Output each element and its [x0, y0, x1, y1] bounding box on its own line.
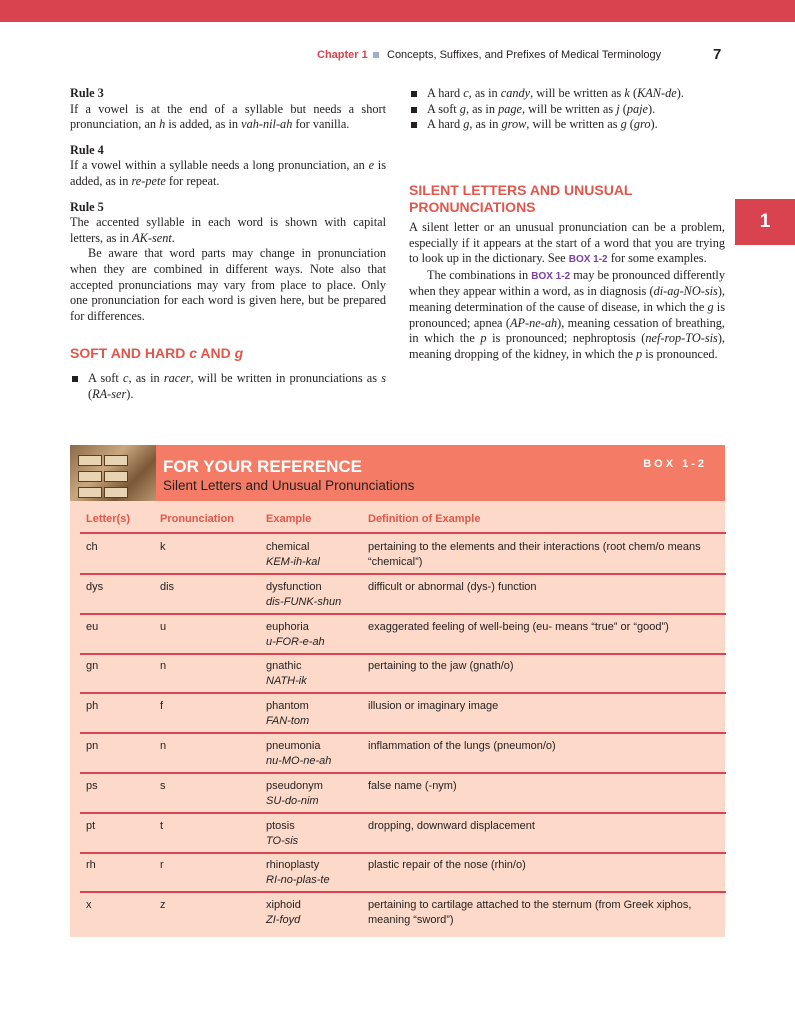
row-divider: [80, 573, 726, 575]
example-word: xiphoid: [266, 899, 301, 912]
rule-4-heading: Rule 4: [70, 142, 104, 157]
cell-definition: exaggerated feeling of well-being (eu- means “true” or “good”): [368, 620, 669, 633]
cell-pronunciation: s: [160, 779, 166, 792]
example-pronunciation: RI-no-plas-te: [266, 874, 330, 887]
example-pronunciation: NATH-ik: [266, 675, 307, 688]
soft-hard-section: [70, 345, 386, 402]
column-header-pronunciation: Pronunciation: [160, 513, 234, 525]
cell-letters: ps: [86, 779, 98, 792]
cell-example: [266, 819, 366, 849]
reference-box-title: FOR YOUR REFERENCE: [163, 457, 362, 476]
example-word: pseudonym: [266, 779, 323, 792]
chapter-label: Chapter 1: [317, 49, 368, 61]
row-divider: [80, 852, 726, 854]
example-word: dysfunction: [266, 580, 322, 593]
example-word: pneumonia: [266, 740, 321, 752]
row-divider: [80, 732, 726, 734]
row-divider: [80, 891, 726, 893]
chapter-title: Concepts, Suffixes, and Prefixes of Medical Terminology: [387, 49, 662, 61]
row-divider: [80, 613, 726, 615]
row-divider: [80, 692, 726, 694]
rule-3-text: If a vowel is at the end of a syllable but needs a short pronunciation, an h is added, as in vah-nil-ah for vanilla.: [70, 101, 386, 132]
cell-letters: ph: [86, 700, 99, 713]
row-divider: [80, 812, 726, 814]
cell-letters: x: [86, 899, 92, 912]
column-header-letters: Letter(s): [86, 513, 131, 525]
cell-pronunciation: k: [160, 541, 166, 553]
cell-pronunciation: u: [160, 620, 167, 633]
cell-definition: false name (-nym): [368, 779, 457, 792]
rule-5-text: The accented syllable in each word is shown with capital letters, as in AK-sent.: [70, 215, 386, 245]
row-divider: [80, 772, 726, 774]
example-word: phantom: [266, 700, 309, 713]
box-1-2-link[interactable]: BOX 1-2: [568, 254, 608, 266]
cell-example: [266, 659, 366, 689]
cell-definition: pertaining to the jaw (gnath/o): [368, 660, 514, 673]
cell-pronunciation: t: [160, 819, 164, 832]
silent-letters-paragraph-2: The combinations in BOX 1-2 may be pronounced differently when they appear within a word, as in diagnosis (di-ag-NO-sis), meaning determination of the cause of disease, in which the g is pronounced; apnea (AP-ne-ah), meaning cessation of breathing, in which the p is pronounced; nephroptosis (nef-rop-TO-sis), meaning dropping of the kidney, in which the p is pronounced.: [409, 267, 726, 361]
cell-definition: pertaining to the elements and their interactions (root chem/o means “chemical”): [368, 541, 701, 568]
cell-letters: rh: [86, 859, 96, 872]
page-number: 7: [713, 46, 722, 63]
example-pronunciation: SU-do-nim: [266, 794, 319, 807]
example-pronunciation: KEM-ih-kal: [266, 556, 320, 568]
cell-letters: pn: [86, 740, 99, 752]
example-pronunciation: nu-MO-ne-ah: [266, 755, 332, 767]
column-header-definition: Definition of Example: [368, 513, 481, 525]
cell-example: [266, 779, 366, 809]
separator-square-icon: [373, 52, 379, 58]
table-row: [70, 898, 725, 936]
bullet-hard-g: A hard g, as in grow, will be written as g (gro).: [409, 117, 725, 133]
soft-hard-title: SOFT AND HARD c AND g: [70, 345, 244, 361]
right-column: [409, 86, 725, 133]
bullet-soft-c: A soft c, as in racer, will be written in pronunciations as s (RA-ser).: [70, 371, 386, 402]
chapter-tab: 1: [735, 199, 795, 245]
cell-example: [266, 540, 366, 570]
file-cabinet-image: [70, 445, 156, 501]
example-pronunciation: TO-sis: [266, 834, 299, 847]
silent-letters-title: SILENT LETTERS AND UNUSUAL PRONUNCIATIONS: [409, 182, 633, 215]
running-head: [300, 46, 730, 66]
cell-pronunciation: f: [160, 700, 164, 713]
cell-pronunciation: n: [160, 660, 167, 673]
example-word: euphoria: [266, 620, 309, 633]
cell-example: [266, 858, 366, 888]
cell-example: [266, 699, 366, 729]
box-1-2-link[interactable]: BOX 1-2: [531, 270, 571, 282]
cell-letters: eu: [86, 620, 99, 633]
rule-3-heading: Rule 3: [70, 86, 104, 100]
cell-example: [266, 580, 366, 610]
silent-letters-section: [409, 182, 725, 362]
example-pronunciation: FAN-tom: [266, 715, 310, 728]
cell-example: [266, 739, 366, 769]
cell-letters: gn: [86, 660, 99, 673]
left-column: [70, 86, 386, 324]
cell-pronunciation: dis: [160, 580, 175, 593]
cell-example: [266, 620, 366, 650]
cell-letters: ch: [86, 541, 98, 553]
cell-letters: dys: [86, 580, 104, 593]
cell-pronunciation: n: [160, 740, 167, 752]
cell-definition: illusion or imaginary image: [368, 700, 499, 713]
reference-box-subtitle: Silent Letters and Unusual Pronunciations: [163, 478, 415, 493]
cell-definition: plastic repair of the nose (rhin/o): [368, 859, 526, 872]
cell-definition: dropping, downward displacement: [368, 819, 535, 832]
cell-definition: inflammation of the lungs (pneumon/o): [368, 740, 556, 752]
example-word: rhinoplasty: [266, 859, 320, 872]
example-word: gnathic: [266, 660, 302, 673]
example-word: chemical: [266, 541, 310, 553]
top-color-bar: [0, 0, 795, 22]
cell-letters: pt: [86, 819, 96, 832]
cell-pronunciation: r: [160, 859, 164, 872]
cell-definition: difficult or abnormal (dys-) function: [368, 580, 537, 593]
example-pronunciation: ZI-foyd: [266, 914, 301, 927]
box-label: BOX 1-2: [643, 458, 707, 470]
rule-5-heading: Rule 5: [70, 199, 104, 214]
example-pronunciation: u-FOR-e-ah: [266, 635, 325, 648]
column-header-example: Example: [266, 513, 312, 525]
cell-example: [266, 898, 366, 928]
reference-box-header: [70, 445, 725, 501]
bullet-soft-g: A soft g, as in page, will be written as j (paje).: [409, 102, 725, 118]
bullet-hard-c: A hard c, as in candy, will be written as k (KAN-de).: [409, 86, 725, 102]
cell-pronunciation: z: [160, 899, 166, 912]
rule-4-text: If a vowel within a syllable needs a long pronunciation, an e is added, as in re-pete for repeat.: [70, 158, 386, 188]
reference-box: [70, 445, 725, 937]
example-word: ptosis: [266, 819, 295, 832]
example-pronunciation: dis-FUNK-shun: [266, 595, 342, 608]
row-divider: [80, 653, 726, 655]
silent-letters-paragraph-1: A silent letter or an unusual pronunciation can be a problem, especially if it appears at the start of a word that you are trying to look up in the dictionary. See BOX 1-2 for some examples.: [409, 220, 725, 266]
cell-definition: pertaining to cartilage attached to the sternum (from Greek xiphos, meaning “sword”): [368, 899, 692, 927]
pronunciation-note: Be aware that word parts may change in pronunciation when they are combined in different ways. Note also that accepted pronunciations may vary from place to place. Only one pronunciation for each word is given here, but be prepared for differences.: [70, 246, 386, 323]
row-divider: [80, 532, 726, 534]
